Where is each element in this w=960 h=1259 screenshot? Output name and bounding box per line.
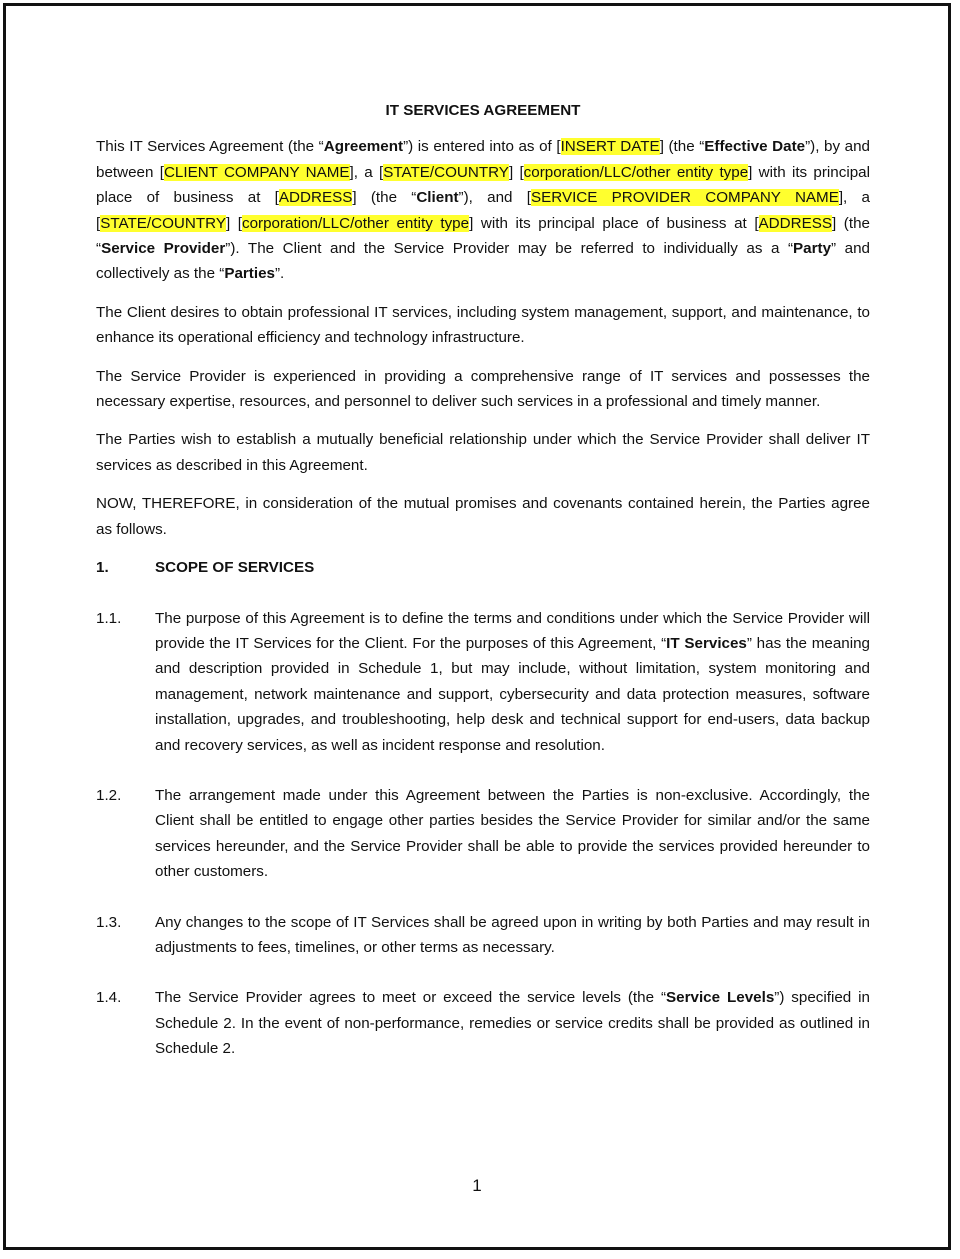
defined-term: IT Services	[666, 634, 747, 652]
text-run: ”) is entered into as of [	[403, 138, 561, 156]
text-run: ”), and [	[458, 189, 531, 207]
clause-text	[155, 606, 870, 758]
defined-term: Service Levels	[666, 989, 775, 1007]
text-run: Any changes to the scope of IT Services shall be agreed upon in writing by both Parties and may result in adjustments to fees, timelines, or other terms as necessary.	[155, 913, 870, 956]
clause-number: 1.4.	[96, 989, 122, 1007]
clause-1-3	[96, 910, 870, 961]
section-title: SCOPE OF SERVICES	[155, 559, 315, 577]
placeholder-highlight: STATE/COUNTRY	[383, 163, 509, 181]
clause-number: 1.2.	[96, 786, 122, 804]
text-run: ] [	[225, 214, 242, 232]
defined-term: Effective Date	[704, 138, 806, 156]
placeholder-highlight: corporation/LLC/other entity type	[523, 163, 749, 181]
text-run: ” and collectively as the “	[96, 240, 870, 283]
clause-1-1	[96, 606, 870, 758]
text-run: ], a [	[349, 163, 384, 181]
defined-term: Party	[793, 240, 832, 258]
placeholder-highlight: ADDRESS	[758, 214, 832, 232]
text-run: ” has the meaning and description provided in Schedule 1, but may include, without limitation, system monitoring and management, network maintenance and support, cybersecurity and data protection measures, software installation, upgrades, and troubleshooting, help desk and technical support for end-users, data backup and recovery services, as well as incident response and resolution.	[155, 634, 870, 754]
clause-text	[155, 985, 870, 1061]
defined-term: Client	[416, 189, 459, 207]
text-run: ”). The Client and the Service Provider may be referred to individually as a “	[225, 240, 794, 258]
clause-1-4	[96, 985, 870, 1061]
recital-parties: The Parties wish to establish a mutually beneficial relationship under which the Service Provider shall deliver IT services as described in this Agreement.	[96, 431, 870, 474]
page-number: 1	[472, 1176, 482, 1195]
text-run: ”), by and between [	[96, 138, 870, 181]
placeholder-highlight: corporation/LLC/other entity type	[242, 214, 470, 232]
defined-term: Agreement	[323, 138, 404, 156]
text-run: This IT Services Agreement (the “	[96, 138, 324, 156]
recital-client: The Client desires to obtain professional IT services, including system management, support, and maintenance, to enhance its operational efficiency and technology infrastructure.	[96, 303, 870, 347]
text-run: ”) specified in Schedule 2. In the event of non-performance, remedies or service credits shall be provided as outlined in Schedule 2.	[155, 989, 870, 1058]
placeholder-highlight: SERVICE PROVIDER COMPANY NAME	[531, 189, 839, 207]
text-run: ] with its principal place of business at [	[469, 214, 759, 232]
text-run: The purpose of this Agreement is to define the terms and conditions under which the Service Provider will provide the IT Services for the Client. For the purposes of this Agreement, “	[155, 609, 870, 652]
defined-term: Service Provider	[101, 240, 226, 258]
section-number: 1.	[96, 559, 109, 577]
document-page	[3, 3, 951, 1250]
text-run: ] (the “	[352, 189, 417, 207]
text-run: ] (the “	[96, 214, 870, 258]
text-run: ], a [	[96, 189, 870, 232]
clause-text	[155, 910, 870, 961]
intro-paragraph	[96, 134, 870, 286]
section-heading	[96, 555, 870, 580]
placeholder-highlight: CLIENT COMPANY NAME	[163, 163, 350, 181]
text-run: ”.	[274, 265, 285, 283]
document-title: IT SERVICES AGREEMENT	[385, 102, 581, 119]
text-run: ] with its principal place of business at [	[96, 163, 870, 207]
clause-1-2	[96, 783, 870, 885]
document-body	[96, 98, 870, 1087]
placeholder-highlight: STATE/COUNTRY	[100, 214, 226, 232]
placeholder-highlight: ADDRESS	[278, 189, 353, 207]
clause-number: 1.1.	[96, 609, 122, 627]
text-run: The arrangement made under this Agreement between the Parties is non-exclusive. Accordingly, the Client shall be entitled to engage other parties besides the Service Provider for similar and/or the same services hereunder, and the Service Provider shall be able to provide the services provided hereunder to other customers.	[155, 786, 870, 881]
placeholder-highlight: INSERT DATE	[560, 138, 660, 156]
clause-text	[155, 783, 870, 885]
text-run: The Service Provider agrees to meet or exceed the service levels (the “	[155, 989, 667, 1007]
text-run: ] (the “	[659, 138, 705, 156]
recital-agreement: NOW, THEREFORE, in consideration of the mutual promises and covenants contained herein, the Parties agree as follows.	[96, 495, 870, 538]
recital-provider: The Service Provider is experienced in providing a comprehensive range of IT services and possesses the necessary expertise, resources, and personnel to deliver such services in a professional and timely manner.	[96, 367, 870, 411]
defined-term: Parties	[224, 265, 275, 283]
clause-number: 1.3.	[96, 913, 122, 931]
text-run: ] [	[508, 163, 524, 181]
